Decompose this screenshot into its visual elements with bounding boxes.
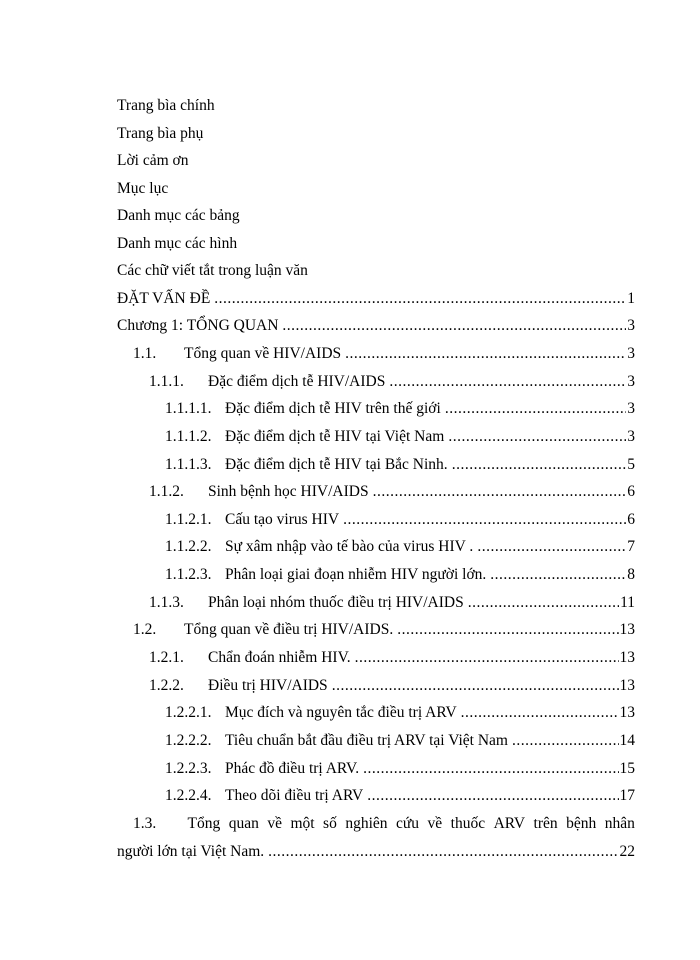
toc-page: 17 — [619, 787, 635, 804]
toc-number: 1.2.2.2. — [165, 732, 212, 749]
toc-page: 6 — [627, 511, 635, 528]
toc-entry-dat-van-de — [117, 289, 635, 309]
toc-title: Đặc điểm dịch tễ HIV tại Việt Nam — [225, 428, 445, 445]
toc-number: 1.1.1. — [149, 373, 184, 390]
toc-page: 3 — [627, 317, 635, 334]
toc-leader — [468, 593, 619, 613]
toc-leader — [389, 372, 626, 392]
toc-word: nhân — [604, 815, 635, 832]
front-matter-item: Các chữ viết tắt trong luận văn — [117, 262, 308, 279]
toc-title: Đặc điểm dịch tễ HIV tại Bắc Ninh. — [225, 456, 448, 473]
toc-title: người lớn tại Việt Nam. — [117, 843, 265, 860]
toc-title: Theo dõi điều trị ARV — [225, 787, 364, 804]
toc-entry-1-1-1-2 — [165, 427, 635, 447]
toc-leader — [367, 786, 618, 806]
toc-title: ĐẶT VẤN ĐỀ — [117, 290, 211, 307]
toc-number: 1.3. — [133, 815, 157, 832]
toc-leader — [345, 344, 626, 364]
toc-word: về — [267, 815, 282, 832]
toc-leader — [397, 620, 618, 640]
toc-word: cứu — [396, 815, 420, 832]
toc-entry-1-2-1 — [149, 648, 635, 668]
toc-title: Chương 1: TỔNG QUAN — [117, 317, 279, 334]
toc-title: Đặc điểm dịch tễ HIV/AIDS — [208, 373, 386, 390]
toc-leader — [214, 289, 626, 309]
toc-page: 3 — [627, 345, 635, 362]
toc-title: Phân loại giai đoạn nhiễm HIV người lớn. — [225, 566, 487, 583]
toc-number: 1.2.2. — [149, 677, 184, 694]
toc-title: Tổng quan về điều trị HIV/AIDS. — [184, 621, 394, 638]
toc-title: Cấu tạo virus HIV — [225, 511, 340, 528]
toc-word: quan — [228, 815, 259, 832]
toc-page: 3 — [627, 373, 635, 390]
toc-page: 3 — [627, 400, 635, 417]
toc-leader — [452, 455, 627, 475]
toc-number: 1.2.2.1. — [165, 704, 212, 721]
front-matter-item: Danh mục các hình — [117, 235, 238, 252]
toc-leader — [343, 510, 626, 530]
toc-leader — [373, 482, 627, 502]
toc-entry-1-1-1-1 — [165, 399, 635, 419]
toc-leader — [332, 676, 619, 696]
toc-number: 1.2. — [133, 621, 157, 638]
toc-word: Tổng — [187, 815, 221, 832]
toc-entry-1-1-2 — [149, 482, 635, 502]
toc-number: 1.1.2.3. — [165, 566, 212, 583]
toc-leader — [477, 537, 626, 557]
toc-number: 1.1. — [133, 345, 157, 362]
toc-title: Sinh bệnh học HIV/AIDS — [208, 483, 369, 500]
toc-entry-1-2-2-1 — [165, 703, 635, 723]
toc-leader — [448, 427, 626, 447]
toc-title: Mục đích và nguyên tắc điều trị ARV — [225, 704, 457, 721]
toc-entry-1-1 — [133, 344, 635, 364]
toc-title: Chẩn đoán nhiễm HIV. — [208, 649, 351, 666]
toc-leader — [363, 759, 618, 779]
toc-number: 1.1.1.2. — [165, 428, 212, 445]
toc-entry-1-1-2-3 — [165, 565, 635, 585]
front-matter-item: Trang bìa phụ — [117, 125, 204, 142]
toc-entry-1-2-2-2 — [165, 731, 635, 751]
toc-leader — [461, 703, 619, 723]
toc-leader — [355, 648, 619, 668]
toc-entry-1-2-2-4 — [165, 786, 635, 806]
toc-title: Tiêu chuẩn bắt đầu điều trị ARV tại Việt Nam — [225, 732, 508, 749]
front-matter-item: Mục lục — [117, 180, 169, 197]
toc-word: số — [323, 815, 337, 832]
toc-page: 5 — [627, 456, 635, 473]
toc-title: Điều trị HIV/AIDS — [208, 677, 328, 694]
toc-word: bệnh — [566, 815, 597, 832]
toc-entry-chuong-1 — [117, 316, 635, 336]
toc-page: 7 — [627, 538, 635, 555]
front-matter-item: Lời cảm ơn — [117, 152, 189, 169]
toc-entry-1-1-1-3 — [165, 455, 635, 475]
toc-word: một — [290, 815, 315, 832]
toc-word: ARV — [493, 815, 526, 832]
toc-leader — [445, 399, 626, 419]
toc-word: về — [427, 815, 443, 832]
toc-entry-1-1-2-2 — [165, 537, 635, 557]
toc-title: Phác đồ điều trị ARV. — [225, 760, 360, 777]
toc-page: 11 — [620, 594, 635, 611]
toc-number: 1.2.2.4. — [165, 787, 212, 804]
toc-leader — [268, 842, 618, 862]
toc-word: thuốc — [450, 815, 486, 832]
toc-number: 1.1.3. — [149, 594, 184, 611]
toc-number: 1.1.2. — [149, 483, 184, 500]
toc-word: trên — [533, 815, 558, 832]
toc-page: 1 — [627, 290, 635, 307]
toc-page: 13 — [619, 621, 635, 638]
toc-leader — [282, 316, 626, 336]
toc-number: 1.1.2.1. — [165, 511, 212, 528]
toc-title: Đặc điểm dịch tễ HIV trên thế giới — [225, 400, 441, 417]
front-matter-item: Danh mục các bảng — [117, 207, 240, 224]
toc-number: 1.1.1.1. — [165, 400, 212, 417]
toc-title: Phân loại nhóm thuốc điều trị HIV/AIDS — [208, 594, 464, 611]
toc-entry-1-2-2-3 — [165, 759, 635, 779]
toc-leader — [512, 731, 619, 751]
toc-number: 1.1.2.2. — [165, 538, 212, 555]
toc-number: 1.2.2.3. — [165, 760, 212, 777]
toc-page: 14 — [619, 732, 635, 749]
toc-entry-1-1-1 — [149, 372, 635, 392]
toc-title: Sự xâm nhập vào tế bào của virus HIV . — [225, 538, 474, 555]
toc-page: 13 — [619, 704, 635, 721]
toc-page: 13 — [619, 677, 635, 694]
toc-entry-1-3-line2 — [117, 842, 635, 862]
toc-entry-1-2 — [133, 620, 635, 640]
toc-entry-1-1-2-1 — [165, 510, 635, 530]
toc-entry-1-1-3 — [149, 593, 635, 613]
toc-leader — [490, 565, 626, 585]
toc-number: 1.2.1. — [149, 649, 184, 666]
toc-page: 8 — [627, 566, 635, 583]
toc-page: 22 — [619, 843, 635, 860]
front-matter-item: Trang bìa chính — [117, 97, 215, 114]
toc-entry-1-2-2 — [149, 676, 635, 696]
toc-number: 1.1.1.3. — [165, 456, 212, 473]
toc-page: 13 — [619, 649, 635, 666]
toc-word: nghiên — [345, 815, 388, 832]
toc-page: 6 — [627, 483, 635, 500]
toc-title: Tổng quan về HIV/AIDS — [184, 345, 342, 362]
toc-page: 15 — [619, 760, 635, 777]
toc-page: 3 — [627, 428, 635, 445]
toc-entry-1-3-line1 — [133, 814, 635, 834]
